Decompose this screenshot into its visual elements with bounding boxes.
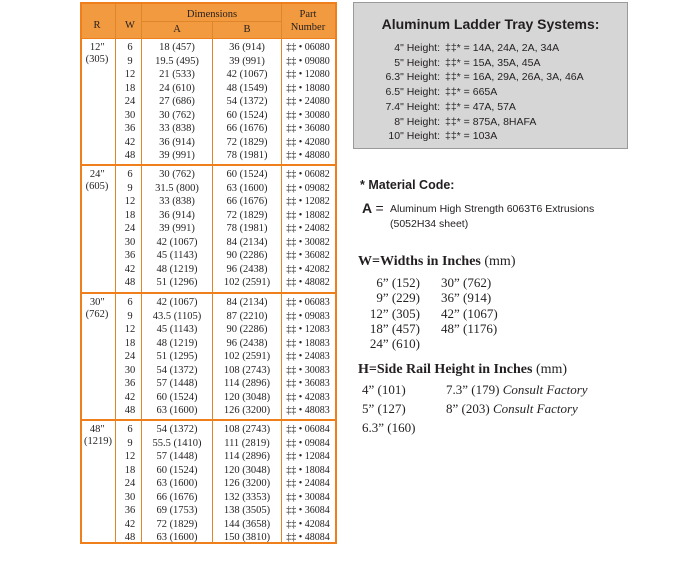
dim-b-cell: 120 (3048)	[223, 391, 271, 403]
width-cell: 18	[124, 464, 136, 476]
table-row	[82, 392, 335, 404]
dim-a-cell: 43.5 (1105)	[152, 310, 202, 322]
table-row	[82, 451, 335, 463]
width-cell: 12	[124, 451, 136, 462]
width-cell: 48	[124, 532, 136, 543]
dim-b-cell: 63 (1600)	[226, 182, 268, 194]
width-cell: 18	[124, 209, 136, 221]
table-row	[82, 519, 335, 531]
table-row	[82, 223, 335, 235]
dim-a-cell: 36 (914)	[159, 209, 195, 221]
widths-title-unit: (mm)	[480, 254, 516, 269]
part-number-cell: ‡‡ • 24082	[286, 223, 330, 234]
dim-a-cell: 57 (1448)	[156, 378, 198, 389]
dim-b-cell: 126 (3200)	[223, 405, 271, 416]
dim-a-cell: 63 (1600)	[156, 532, 198, 543]
part-number-cell: ‡‡ • 09084	[286, 437, 330, 449]
dim-b-cell: 66 (1676)	[226, 123, 268, 134]
dim-a-cell: 18 (457)	[159, 42, 195, 53]
dim-a-cell: 42 (1067)	[156, 236, 198, 248]
dim-b-cell: 90 (2286)	[226, 250, 268, 261]
header-number: Number	[290, 22, 326, 33]
part-number-cell: ‡‡ • 06084	[286, 424, 330, 435]
systems-row	[354, 57, 629, 71]
dim-a-cell: 63 (1600)	[156, 405, 198, 416]
heights-title-unit: (mm)	[532, 362, 568, 377]
width-cell: 9	[127, 182, 133, 194]
material-code-letter	[362, 200, 384, 216]
table-header	[82, 4, 335, 38]
width-value: 9” (229)	[376, 290, 420, 306]
part-number-cell: ‡‡ • 42084	[286, 518, 330, 530]
width-cell: 36	[124, 505, 136, 516]
part-number-cell: ‡‡ • 12080	[286, 69, 330, 80]
dim-b-cell: 132 (3353)	[223, 491, 271, 503]
dim-a-cell: 51 (1296)	[156, 277, 198, 288]
part-number-cell: ‡‡ • 09083	[286, 310, 330, 322]
part-number-cell: ‡‡ • 42080	[286, 136, 330, 148]
part-number-cell: ‡‡ • 30084	[286, 491, 330, 503]
part-number-cell: ‡‡ • 36080	[286, 123, 330, 134]
width-cell: 6	[127, 424, 133, 435]
systems-row-value: ‡‡* = 15A, 35A, 45A	[445, 56, 541, 69]
dim-a-cell: 48 (1219)	[156, 337, 198, 349]
material-desc-line1: Aluminum High Strength 6063T6 Extrusions	[390, 203, 595, 215]
dim-a-cell: 45 (1143)	[156, 324, 198, 335]
table-row	[82, 324, 335, 336]
rail-size: 30ʺ	[89, 297, 105, 308]
part-number-cell: ‡‡ • 48082	[286, 277, 330, 288]
part-number-cell: ‡‡ • 18084	[286, 464, 330, 476]
rail-size-mm: (762)	[85, 309, 109, 320]
dim-b-cell: 144 (3658)	[223, 518, 271, 530]
header-w: W	[125, 20, 135, 31]
part-number-cell: ‡‡ • 18083	[286, 337, 330, 349]
part-number-cell: ‡‡ • 42083	[286, 391, 330, 403]
header-r: R	[93, 20, 101, 31]
dim-b-cell: 96 (2438)	[226, 337, 268, 349]
width-cell: 9	[127, 310, 133, 322]
dim-b-cell: 150 (3810)	[223, 532, 271, 543]
table-row	[82, 478, 335, 490]
width-cell: 9	[127, 437, 133, 449]
dim-a-cell: 51 (1295)	[156, 351, 198, 362]
rail-size-mm: (1219)	[84, 436, 112, 447]
width-cell: 24	[124, 223, 136, 234]
width-cell: 42	[124, 518, 136, 530]
dim-a-cell: 57 (1448)	[156, 451, 198, 462]
dim-a-cell: 60 (1524)	[156, 464, 198, 476]
part-number-cell: ‡‡ • 24084	[286, 478, 330, 489]
dim-b-cell: 48 (1549)	[226, 82, 268, 94]
table-row	[82, 311, 335, 323]
width-value: 30” (762)	[441, 275, 492, 290]
height-value: 6.3” (160)	[362, 420, 416, 435]
systems-row-label: 5" Height:	[394, 56, 440, 69]
width-cell: 18	[124, 82, 136, 94]
dim-b-cell: 60 (1524)	[226, 109, 268, 121]
dim-b-cell: 96 (2438)	[226, 263, 268, 275]
part-number-cell: ‡‡ • 09082	[286, 182, 330, 194]
width-cell: 48	[124, 405, 136, 416]
width-value: 42” (1067)	[441, 305, 498, 321]
header-b: B	[243, 24, 251, 35]
height-size: 8” (203)	[446, 401, 493, 416]
dim-b-cell: 72 (1829)	[226, 209, 268, 221]
table-row	[82, 351, 335, 363]
table-row	[82, 83, 335, 95]
part-number-cell: ‡‡ • 30080	[286, 109, 330, 121]
rail-size: 12ʺ	[89, 42, 105, 53]
dim-a-cell: 54 (1372)	[156, 424, 198, 435]
dim-a-cell: 19.5 (495)	[155, 55, 199, 67]
dim-b-cell: 114 (2896)	[224, 378, 270, 389]
dim-a-cell: 55.5 (1410)	[152, 437, 202, 449]
systems-box	[353, 2, 628, 149]
width-value: 18” (457)	[369, 320, 420, 336]
dim-a-cell: 45 (1143)	[156, 250, 198, 261]
dim-b-cell: 90 (2286)	[226, 324, 268, 335]
systems-row-label: 7.4" Height:	[385, 100, 440, 113]
dim-a-cell: 33 (838)	[159, 196, 195, 207]
material-description	[390, 202, 594, 232]
part-number-cell: ‡‡ • 12084	[286, 451, 330, 462]
width-cell: 24	[124, 478, 136, 489]
part-number-cell: ‡‡ • 06083	[286, 297, 330, 308]
dim-b-cell: 111 (2819)	[224, 437, 270, 449]
rail-size-mm: (605)	[85, 181, 109, 192]
height-value: 5” (127)	[362, 401, 406, 416]
dim-b-cell: 36 (914)	[229, 42, 265, 53]
table-row	[82, 505, 335, 517]
table-row	[82, 196, 335, 208]
dim-a-cell: 72 (1829)	[156, 518, 198, 530]
dim-a-cell: 54 (1372)	[156, 364, 198, 376]
systems-row	[354, 71, 629, 85]
spec-table	[80, 2, 337, 544]
dim-b-cell: 54 (1372)	[226, 96, 268, 107]
systems-row-value: ‡‡* = 665A	[445, 86, 498, 99]
dim-b-cell: 138 (3505)	[223, 505, 271, 516]
dim-a-cell: 69 (1753)	[156, 505, 198, 516]
widths-title-bold: W=Widths in Inches	[358, 254, 481, 269]
height-value: 4” (101)	[362, 382, 406, 397]
dim-b-cell: 84 (2134)	[226, 236, 268, 248]
table-group	[82, 39, 335, 161]
table-row	[82, 532, 335, 544]
width-cell: 6	[127, 169, 133, 180]
width-cell: 6	[127, 297, 133, 308]
dim-b-cell: 108 (2743)	[223, 424, 271, 435]
table-row	[82, 338, 335, 350]
table-row	[82, 250, 335, 262]
width-value: 6” (152)	[376, 275, 420, 290]
heights-title-bold: H=Side Rail Height in Inches	[358, 362, 533, 377]
table-row	[82, 492, 335, 504]
dim-b-cell: 78 (1981)	[226, 150, 268, 161]
table-row	[82, 465, 335, 477]
table-row	[82, 169, 335, 181]
width-cell: 42	[124, 263, 136, 275]
table-row	[82, 96, 335, 108]
rail-size: 48ʺ	[89, 424, 105, 435]
dim-b-cell: 126 (3200)	[223, 478, 271, 489]
dim-a-cell: 39 (991)	[159, 150, 195, 161]
width-cell: 30	[124, 236, 136, 248]
rail-size-mm: (305)	[85, 54, 109, 65]
table-group	[82, 421, 335, 543]
dim-b-cell: 42 (1067)	[226, 69, 268, 80]
header-dimensions: Dimensions	[186, 9, 238, 20]
systems-title: Aluminum Ladder Tray Systems:	[381, 16, 600, 32]
part-number-cell: ‡‡ • 30083	[286, 364, 330, 376]
width-value: 24” (610)	[369, 336, 420, 352]
systems-row	[354, 101, 629, 115]
part-number-cell: ‡‡ • 48084	[286, 532, 330, 543]
systems-row	[354, 116, 629, 130]
width-cell: 36	[124, 123, 136, 134]
width-cell: 48	[124, 150, 136, 161]
height-value-consult	[446, 401, 578, 417]
part-number-cell: ‡‡ • 36083	[286, 378, 330, 389]
table-row	[82, 123, 335, 135]
systems-row-label: 10" Height:	[388, 130, 440, 143]
width-cell: 36	[124, 378, 136, 389]
dim-a-cell: 33 (838)	[159, 123, 195, 134]
part-number-cell: ‡‡ • 36082	[286, 250, 330, 261]
width-cell: 30	[124, 364, 136, 376]
table-row	[82, 110, 335, 122]
part-number-cell: ‡‡ • 18080	[286, 82, 330, 94]
width-cell: 12	[124, 196, 136, 207]
dim-b-cell: 66 (1676)	[226, 196, 268, 207]
width-cell: 12	[124, 69, 136, 80]
table-row	[82, 56, 335, 68]
dim-a-cell: 31.5 (800)	[155, 182, 199, 194]
width-value: 12” (305)	[369, 305, 420, 321]
dim-a-cell: 36 (914)	[159, 136, 195, 148]
header-a: A	[173, 24, 181, 35]
systems-row-value: ‡‡* = 16A, 29A, 26A, 3A, 46A	[445, 71, 584, 84]
width-cell: 6	[127, 42, 133, 53]
part-number-cell: ‡‡ • 12083	[286, 324, 330, 335]
table-row	[82, 69, 335, 81]
part-number-cell: ‡‡ • 06080	[286, 42, 330, 53]
table-row	[82, 365, 335, 377]
systems-row-label: 8" Height:	[394, 115, 440, 128]
dim-a-cell: 24 (610)	[159, 82, 195, 94]
dim-a-cell: 63 (1600)	[156, 478, 198, 489]
dim-a-cell: 27 (686)	[159, 96, 195, 107]
systems-row-value: ‡‡* = 14A, 24A, 2A, 34A	[445, 42, 560, 54]
part-number-cell: ‡‡ • 48083	[286, 405, 330, 416]
material-code-eq: =	[375, 200, 384, 216]
width-value: 48” (1176)	[441, 320, 498, 336]
dim-b-cell: 84 (2134)	[226, 297, 268, 308]
dim-b-cell: 108 (2743)	[223, 364, 271, 376]
table-group	[82, 166, 335, 288]
part-number-cell: ‡‡ • 12082	[286, 196, 330, 207]
dim-a-cell: 30 (762)	[159, 169, 195, 180]
table-row	[82, 405, 335, 417]
table-row	[82, 137, 335, 149]
dim-a-cell: 66 (1676)	[156, 491, 198, 503]
table-row	[82, 210, 335, 222]
table-row	[82, 438, 335, 450]
consult-factory-note: Consult Factory	[492, 401, 578, 416]
dim-a-cell: 21 (533)	[159, 69, 195, 80]
width-cell: 42	[124, 391, 136, 403]
systems-row	[354, 86, 629, 100]
width-cell: 30	[124, 491, 136, 503]
dim-b-cell: 102 (2591)	[223, 277, 271, 288]
widths-title	[358, 254, 515, 270]
systems-row-value: ‡‡* = 103A	[445, 130, 498, 143]
consult-factory-note: Consult Factory	[502, 382, 588, 397]
part-number-cell: ‡‡ • 42082	[286, 263, 330, 275]
heights-title	[358, 362, 567, 378]
rail-size: 24ʺ	[89, 169, 105, 180]
table-row	[82, 297, 335, 309]
part-number-cell: ‡‡ • 36084	[286, 505, 330, 516]
width-cell: 48	[124, 277, 136, 288]
dim-b-cell: 39 (991)	[229, 55, 265, 67]
part-number-cell: ‡‡ • 24080	[286, 96, 330, 107]
dim-b-cell: 102 (2591)	[223, 351, 271, 362]
material-code-a: A	[362, 200, 372, 216]
table-row	[82, 277, 335, 289]
dim-b-cell: 60 (1524)	[226, 169, 268, 180]
dim-b-cell: 114 (2896)	[224, 451, 270, 462]
height-size: 7.3” (179)	[446, 382, 503, 397]
table-row	[82, 264, 335, 276]
table-group	[82, 294, 335, 416]
systems-row-value: ‡‡* = 47A, 57A	[445, 100, 516, 113]
width-cell: 36	[124, 250, 136, 261]
dim-a-cell: 30 (762)	[159, 109, 195, 121]
systems-row-value: ‡‡* = 875A, 8HAFA	[445, 115, 537, 128]
material-code-title: * Material Code:	[360, 178, 455, 192]
table-row	[82, 237, 335, 249]
width-value: 36” (914)	[441, 290, 492, 306]
width-cell: 9	[127, 55, 133, 67]
table-row	[82, 424, 335, 436]
systems-row	[354, 42, 629, 56]
width-cell: 42	[124, 136, 136, 148]
width-cell: 24	[124, 351, 136, 362]
systems-row-label: 6.3" Height:	[385, 71, 440, 84]
table-row	[82, 42, 335, 54]
width-cell: 18	[124, 337, 136, 349]
width-cell: 24	[124, 96, 136, 107]
height-value-consult	[446, 382, 588, 398]
systems-row	[354, 130, 629, 144]
dim-b-cell: 87 (2210)	[226, 310, 268, 322]
dim-a-cell: 39 (991)	[159, 223, 195, 234]
table-row	[82, 183, 335, 195]
header-part: Part	[299, 9, 317, 20]
width-cell: 12	[124, 324, 136, 335]
part-number-cell: ‡‡ • 24083	[286, 351, 330, 362]
dim-b-cell: 72 (1829)	[226, 136, 268, 148]
dim-b-cell: 78 (1981)	[226, 223, 268, 234]
part-number-cell: ‡‡ • 48080	[286, 150, 330, 161]
part-number-cell: ‡‡ • 09080	[286, 55, 330, 67]
table-row	[82, 150, 335, 162]
table-row	[82, 378, 335, 390]
part-number-cell: ‡‡ • 06082	[286, 169, 330, 180]
dim-a-cell: 48 (1219)	[156, 263, 198, 275]
systems-row-label: 6.5" Height:	[385, 86, 440, 99]
systems-row-label: 4" Height:	[394, 42, 440, 54]
width-cell: 30	[124, 109, 136, 121]
part-number-cell: ‡‡ • 18082	[286, 209, 330, 221]
material-desc-line2: (5052H34 sheet)	[390, 218, 469, 230]
part-number-cell: ‡‡ • 30082	[286, 236, 330, 248]
dim-a-cell: 42 (1067)	[156, 297, 198, 308]
dim-a-cell: 60 (1524)	[156, 391, 198, 403]
dim-b-cell: 120 (3048)	[223, 464, 271, 476]
